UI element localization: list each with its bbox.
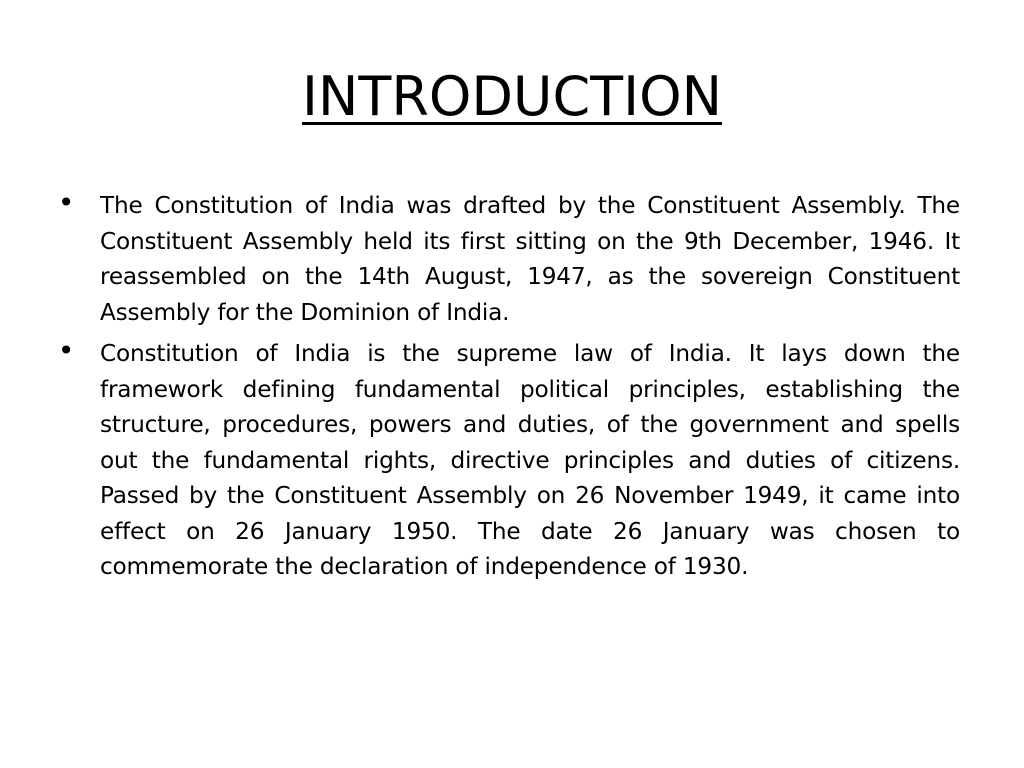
- bullet-item: [57, 186, 960, 330]
- slide-title: [0, 62, 1024, 132]
- bullet-icon: •: [57, 186, 75, 219]
- slide-title-text: INTRODUCTION: [302, 65, 722, 128]
- bullet-item: [57, 334, 960, 585]
- bullet-icon: •: [57, 334, 75, 367]
- bullet-text: Constitution of India is the supreme law of India. It lays down the framework defining fundamental political principles, establishing the structure, procedures, powers and duties, of the government and spells out the fundamental rights, directive principles and duties of citizens. Passed by the Constituent Assembly on 26 November 1949, it came into effect on 26 January 1950. The date 26 January was chosen to commemorate the declaration of independence of 1930.: [100, 340, 960, 580]
- bullet-text: The Constitution of India was drafted by the Constituent Assembly. The Constituent Assembly held its first sitting on the 9th December, 1946. It reassembled on the 14th August, 1947, as the sovereign Constituent Assembly for the Dominion of India.: [100, 192, 960, 326]
- bullet-list: [57, 186, 960, 591]
